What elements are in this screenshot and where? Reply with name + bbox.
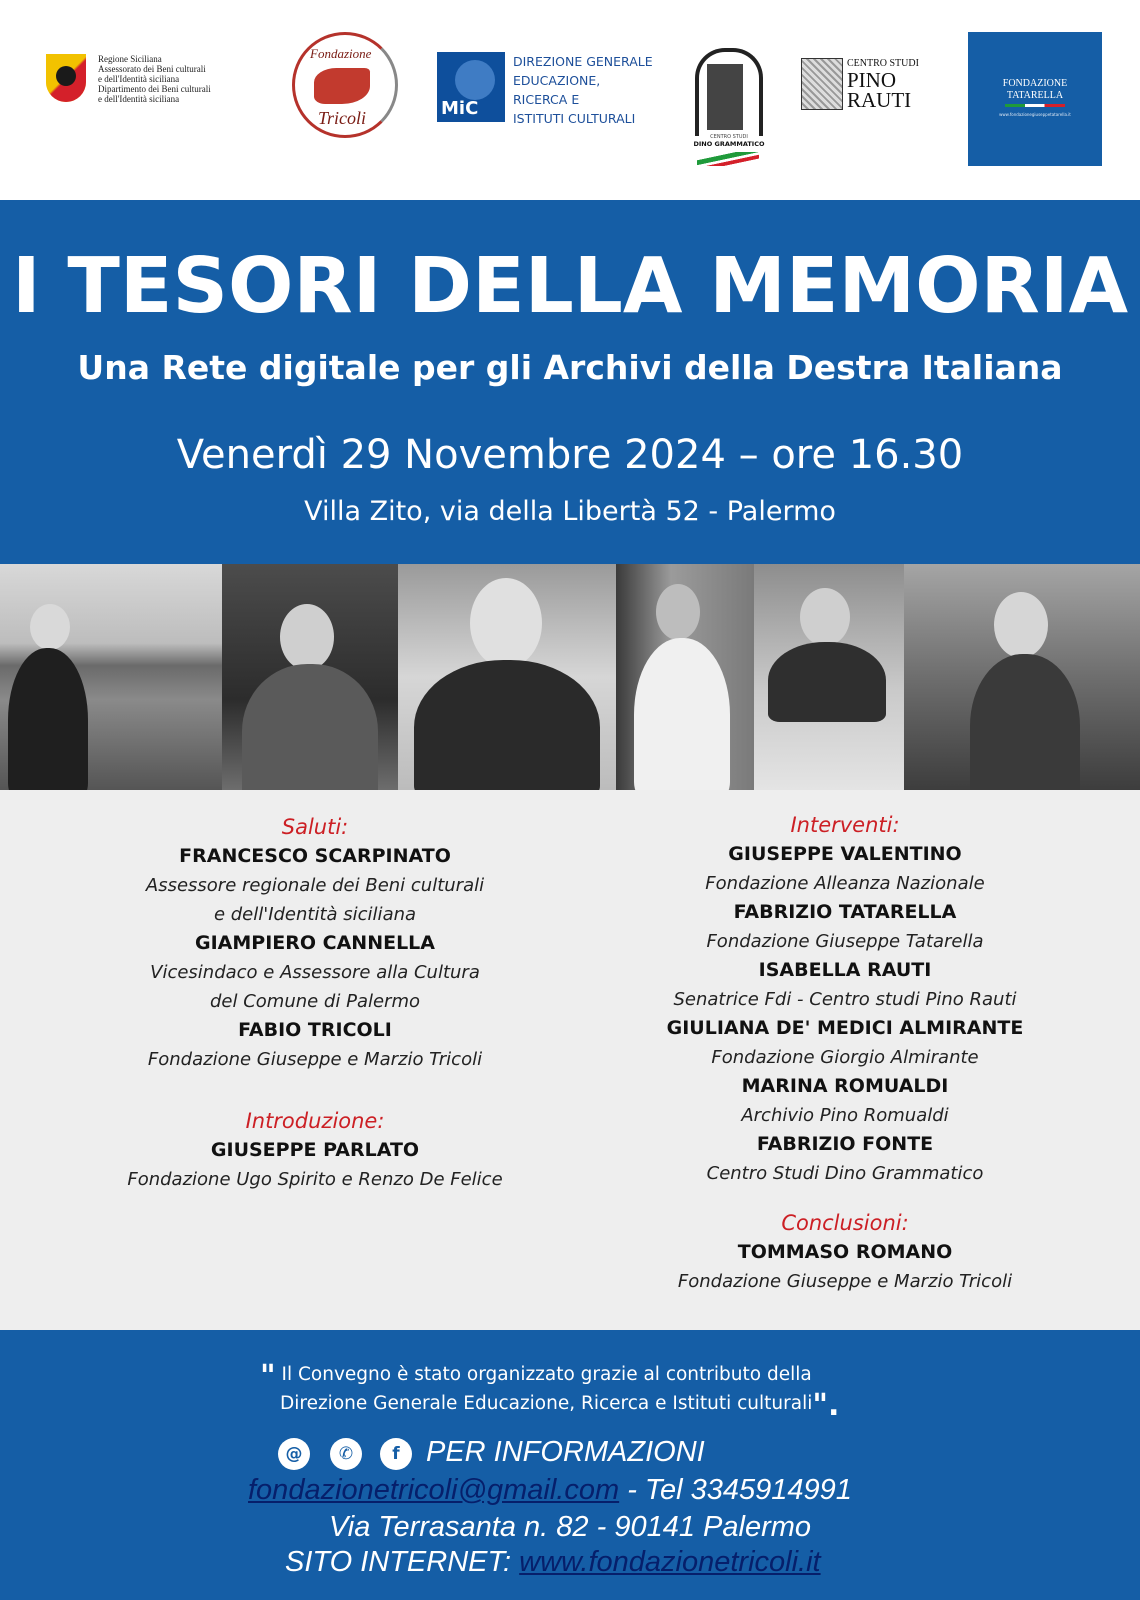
regione-line-3: e dell'Identità siciliana (98, 74, 180, 84)
speaker-role: Fondazione Ugo Spirito e Renzo De Felice (127, 1169, 503, 1190)
event-date: Venerdì 29 Novembre 2024 – ore 16.30 (176, 432, 964, 478)
regione-line-2: Assessorato dei Beni culturali (98, 64, 206, 74)
italian-flag-icon (697, 152, 759, 166)
speaker-role: Archivio Pino Romualdi (741, 1105, 949, 1126)
speaker-name: MARINA ROMUALDI (741, 1075, 949, 1097)
quote-line-2: Direzione Generale Educazione, Ricerca e Istituti culturali (280, 1393, 813, 1414)
quote-open-mark: " (260, 1359, 276, 1394)
photo-man-at-desk (754, 564, 904, 790)
address: Via Terrasanta n. 82 - 90141 Palermo (328, 1511, 812, 1543)
tricoli-logo-line-2: Tricoli (318, 108, 367, 128)
speaker-role: del Comune di Palermo (209, 991, 420, 1012)
mic-line-1: DIREZIONE GENERALE (513, 54, 653, 69)
tatarella-line-2: TATARELLA (1006, 90, 1064, 101)
section-saluti-label: Saluti: (281, 815, 349, 839)
speaker-role: Senatrice Fdi - Centro studi Pino Rauti (673, 989, 1017, 1010)
sicily-map-icon (314, 68, 370, 104)
mic-line-2: EDUCAZIONE, (513, 73, 601, 88)
speaker-role: e dell'Identità siciliana (213, 904, 417, 925)
photo-rally-crowd (0, 564, 222, 790)
tatarella-line-1: FONDAZIONE (1002, 78, 1068, 89)
at-icon[interactable]: @ (278, 1438, 310, 1470)
speaker-name: FABRIZIO FONTE (756, 1133, 934, 1155)
footer-band (0, 1330, 1140, 1600)
speaker-role: Fondazione Alleanza Nazionale (705, 873, 985, 894)
event-title: I TESORI DELLA MEMORIA (11, 242, 1129, 331)
speaker-role: Fondazione Giuseppe e Marzio Tricoli (677, 1271, 1013, 1292)
fondazione-tricoli-logo (292, 32, 404, 142)
programme-right-column (575, 810, 1115, 1296)
speaker-name: TOMMASO ROMANO (737, 1241, 953, 1263)
speaker-name: FRANCESCO SCARPINATO (179, 845, 451, 867)
whatsapp-icon[interactable]: ✆ (330, 1438, 362, 1470)
mic-line-3: RICERCA E (513, 92, 580, 107)
speaker-role: Fondazione Giuseppe Tatarella (706, 931, 984, 952)
event-subtitle: Una Rete digitale per gli Archivi della Destra Italiana (77, 348, 1063, 387)
grammatico-line-1: CENTRO STUDI (710, 134, 748, 140)
speaker-name: FABIO TRICOLI (238, 1019, 392, 1041)
photo-man-speaking-audience (904, 564, 1140, 790)
rauti-line-1: CENTRO STUDI (847, 58, 919, 69)
programme-panel (0, 790, 1140, 1330)
building-icon (707, 64, 743, 130)
tatarella-url: www.fondazionegiuseppetatarella.it (999, 112, 1071, 117)
regione-line-4: Dipartimento dei Beni culturali (98, 84, 211, 94)
rauti-line-3: RAUTI (847, 88, 912, 112)
funding-quote (260, 1359, 960, 1423)
speaker-role: Fondazione Giorgio Almirante (711, 1047, 979, 1068)
speaker-name: GIAMPIERO CANNELLA (195, 932, 435, 954)
speaker-role: Centro Studi Dino Grammatico (706, 1163, 984, 1184)
speaker-role: Fondazione Giuseppe e Marzio Tricoli (147, 1049, 483, 1070)
photo-strip (0, 564, 1140, 790)
speaker-name: ISABELLA RAUTI (758, 959, 932, 981)
header-band (0, 200, 1140, 564)
photo-man-white-jacket (616, 564, 754, 790)
regione-siciliana-logo (46, 54, 256, 110)
programme-left-column (45, 812, 585, 1194)
rauti-line-2: PINO (847, 68, 897, 92)
quote-line-1: Il Convegno è stato organizzato grazie al contributo della (281, 1364, 812, 1385)
centro-studi-grammatico-logo (693, 48, 765, 176)
regione-line-1: Regione Siciliana (98, 54, 162, 64)
mic-badge-label: MiC (441, 98, 479, 119)
mic-line-4: ISTITUTI CULTURALI (513, 111, 636, 126)
website-line (0, 1546, 1140, 1579)
speaker-role: Vicesindaco e Assessore alla Cultura (150, 962, 480, 983)
speaker-name: GIUSEPPE VALENTINO (728, 843, 962, 865)
mic-badge (437, 52, 505, 122)
photo-speaker-microphone (222, 564, 398, 790)
speaker-role: Assessore regionale dei Beni culturali (145, 875, 485, 896)
grammatico-line-2: DINO GRAMMATICO (693, 140, 765, 148)
section-introduzione-label: Introduzione: (245, 1109, 385, 1133)
centro-studi-rauti-logo (801, 56, 931, 116)
contact-line (0, 1474, 1140, 1507)
info-heading: PER INFORMAZIONI (426, 1436, 705, 1468)
website-link[interactable]: www.fondazionetricoli.it (519, 1546, 821, 1578)
email-link[interactable]: fondazionetricoli@gmail.com (248, 1474, 620, 1506)
speaker-name: GIULIANA DE' MEDICI ALMIRANTE (666, 1017, 1024, 1039)
regione-line-5: e dell'Identità siciliana (98, 94, 180, 104)
head-profile-icon (455, 60, 495, 100)
event-venue: Villa Zito, via della Libertà 52 - Palermo (304, 496, 836, 527)
facebook-icon[interactable]: f (380, 1438, 412, 1470)
italian-flag-icon (1005, 104, 1065, 107)
speaker-name: FABRIZIO TATARELLA (733, 901, 957, 923)
section-conclusioni-label: Conclusioni: (781, 1211, 909, 1235)
website-label: SITO INTERNET: (285, 1546, 512, 1578)
mic-logo (437, 52, 662, 126)
knight-icon (801, 58, 843, 110)
quote-close-mark: ". (812, 1388, 840, 1423)
fondazione-tatarella-logo (968, 32, 1102, 166)
photo-portrait-man (398, 564, 616, 790)
telephone: - Tel 3345914991 (627, 1474, 852, 1506)
section-interventi-label: Interventi: (790, 813, 900, 837)
logo-strip (0, 0, 1140, 200)
speaker-name: GIUSEPPE PARLATO (210, 1139, 420, 1161)
tricoli-logo-line-1: Fondazione (310, 46, 372, 61)
trinacria-shield-icon (46, 54, 86, 102)
